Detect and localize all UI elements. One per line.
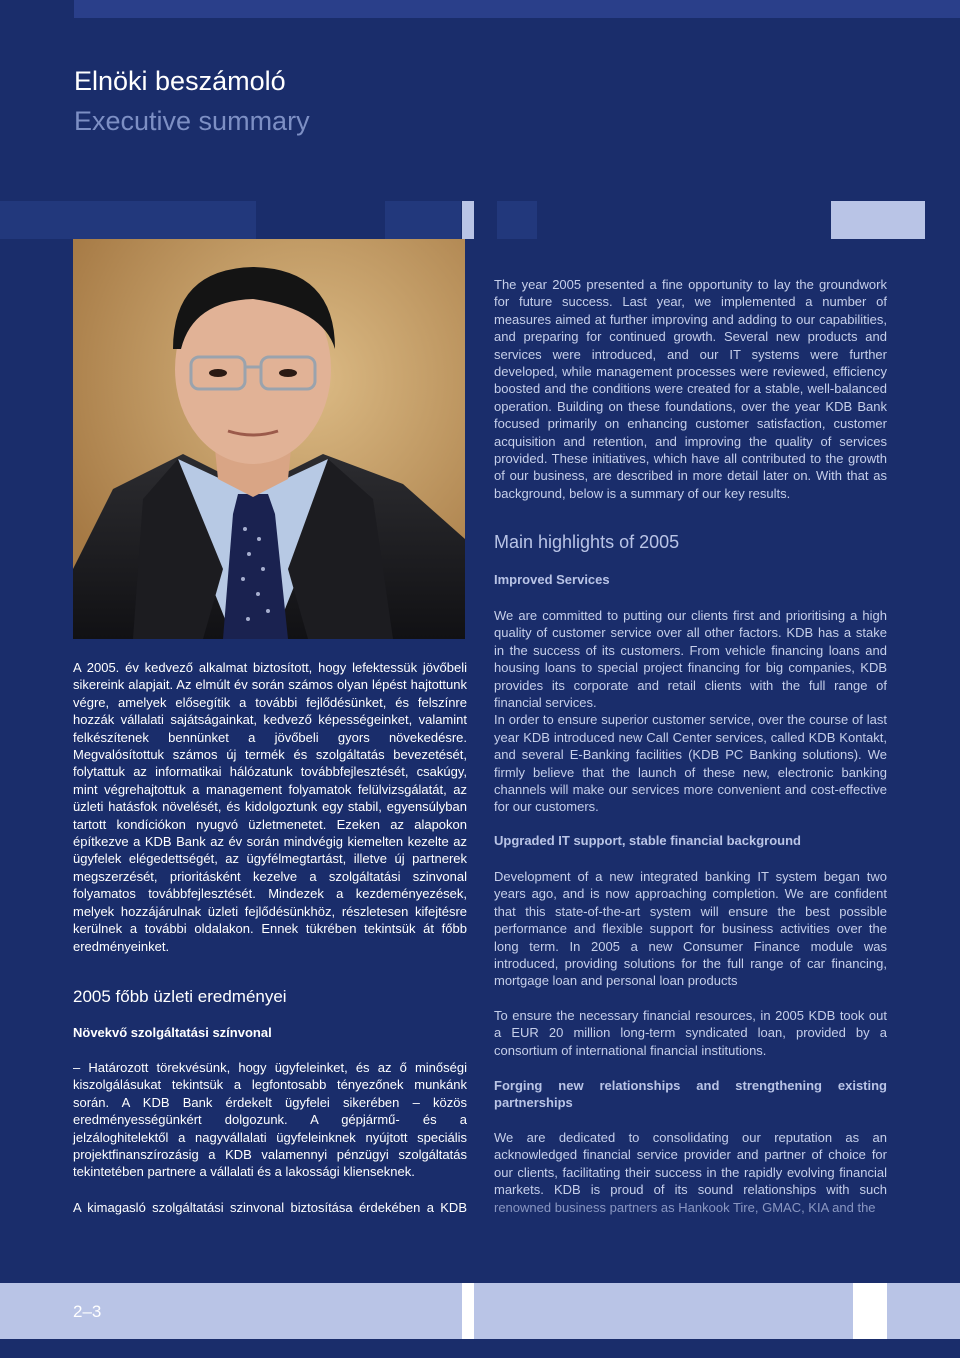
footer-accent xyxy=(462,1283,474,1339)
portrait-photo xyxy=(73,239,465,639)
page-title-hungarian: Elnöki beszámoló xyxy=(74,66,286,96)
top-accent-bar xyxy=(74,0,960,18)
highlights-heading: Main highlights of 2005 xyxy=(494,532,680,552)
paragraph-partnerships-text: We are dedicated to consolidating our reputation as an acknowledged financial service provider and partner of choice for our clients, facilitating their success in the rapidly evolving financial markets. KDB is proud of its sound relationships with such xyxy=(494,1130,887,1198)
decor-band xyxy=(0,201,256,239)
page-number: 2–3 xyxy=(73,1302,102,1321)
paragraph-financial-resources: To ensure the necessary financial resources, in 2005 KDB took out a EUR 20 million long-term syndicated loan, provided by a consortium of international financial institutions. xyxy=(494,1008,887,1058)
intro-paragraph-english: The year 2005 presented a fine opportunity to lay the groundwork for future success. Last year, we implemented a number of measures aimed at further improving and adding to our capabilities, and preparing for continued growth. Several new products and services were introduced, and our IT systems were further developed, while management processes were reviewed, efficiency boosted and the conditions were created for a stable, well-balanced operation. Building on these foundations, over the year KDB Bank focused primarily on enhancing customer satisfaction, customer acquisition and retention, and improving the quality of services provided. These initiatives, which have all contributed to the growth of our business, are described in more detail later on. With that as background, below is a summary of our key results. xyxy=(494,277,887,501)
footer-accent xyxy=(853,1283,887,1339)
paragraph-services-1: We are committed to putting our clients first and prioritising a high quality of customer service over all other factors. KDB has a stake in the success of its customers. From vehicle financing loans and housing loans to special project financing for big companies, KDB provides its corporate and retail clients with the full range of financial services. xyxy=(494,608,887,711)
subheading-service-level-hungarian: Növekvő szolgáltatási színvonal xyxy=(73,1025,272,1040)
intro-paragraph-hungarian: A 2005. év kedvező alkalmat biztosított, hogy lefektessük jövőbeli sikereink alapjait. Az elmúlt év során számos olyan lépést hajtottunk végre, amelyek elősegítik a további fejlődésünket, és felszínre hozzák vállalati sajátságainkat, kedvező képességeinket, valamint felkészítenek bennünket a jövőbeli gyors növekedésre. Megvalósítottuk számos új termék és szolgáltatás bevezetését, folytattuk az informatikai hálózatunk továbbfejlesztését, csakúgy, mint végrehajtottuk a management folyamatok felülvizsgálatát, az üzleti hatásfok növelését, és kidolgoztunk egy stabil, egyensúlyban tartott kondíciókon nyugvó üzletmenetet. Ezeken az alapokon építkezve a KDB Bank az év során mindvégig kiemelten kezelte az ügyfelek elégedettségét, az ügyfélmegtartást, illetve új partnerek megszerzését, prioritásként kezelve a szolgáltatási szinvonal folyamatos továbbfejlesztését. Mindezek a kezdeményezések, melyek hozzájárulnak üzleti fejlődésünkhöz, részletesen kifejtésre kerülnek a további oldalakon. Ennek tükrében tekintsük át főbb eredményeinket. xyxy=(73,660,467,954)
paragraph-service-continued-hungarian: A kimagasló szolgáltatási szinvonal biztosítása érdekében a KDB xyxy=(73,1200,467,1215)
footer-band xyxy=(0,1283,960,1339)
decor-band-light xyxy=(462,201,474,239)
decor-band xyxy=(497,201,537,239)
paragraph-it-system: Development of a new integrated banking IT system began two years ago, and is now approaching completion. We are confident that this state-of-the-art system will ensure the best possible performance and flexible support for business activities over the long term. In 2005 a new Consumer Finance module was introduced, providing solutions for the full range of car financing, mortgage loan and personal loan products xyxy=(494,869,887,989)
portrait-photo-icon xyxy=(73,239,465,639)
decor-band xyxy=(385,201,461,239)
paragraph-partnerships-continued: renowned business partners as Hankook Tire, GMAC, KIA and the xyxy=(494,1199,876,1215)
subheading-improved-services: Improved Services xyxy=(494,572,610,587)
subheading-it-support: Upgraded IT support, stable financial background xyxy=(494,833,801,848)
page-title-english: Executive summary xyxy=(74,106,310,136)
decor-band-light xyxy=(831,201,925,239)
results-heading-hungarian: 2005 főbb üzleti eredményei xyxy=(73,987,287,1006)
paragraph-services xyxy=(494,607,887,816)
footer-strip xyxy=(0,1339,960,1358)
paragraph-partnerships xyxy=(494,1129,887,1216)
subheading-partnerships: Forging new relationships and strengthening existing partnerships xyxy=(494,1078,887,1111)
paragraph-services-2: In order to ensure superior customer service, over the course of last year KDB introduced new Call Center services, called KDB Kontakt, and several E-Banking facilities (KDB PC Banking solutions). We firmly believe that the launch of these new, electronic banking channels will make our services more convenient and cost-effective for our customers. xyxy=(494,712,887,815)
paragraph-service-hungarian: – Határozott törekvésünk, hogy ügyfeleinket, és az ő minőségi kiszolgálásukat tekintsük a legfontosabb tényezőnek munkánk során. A KDB Bank érdekelt ügyfelei sikerében – közös eredményességünkért dolgozunk. A gépjármű- és a jelzáloghitelektől a nagyvállalati ügyfeleinknek nyújtott speciális projektfinanszírozásig a KDB valamennyi pénzügyi szolgáltatás tekintetében partnere a vállalati és a lakossági klienseknek. xyxy=(73,1060,467,1180)
